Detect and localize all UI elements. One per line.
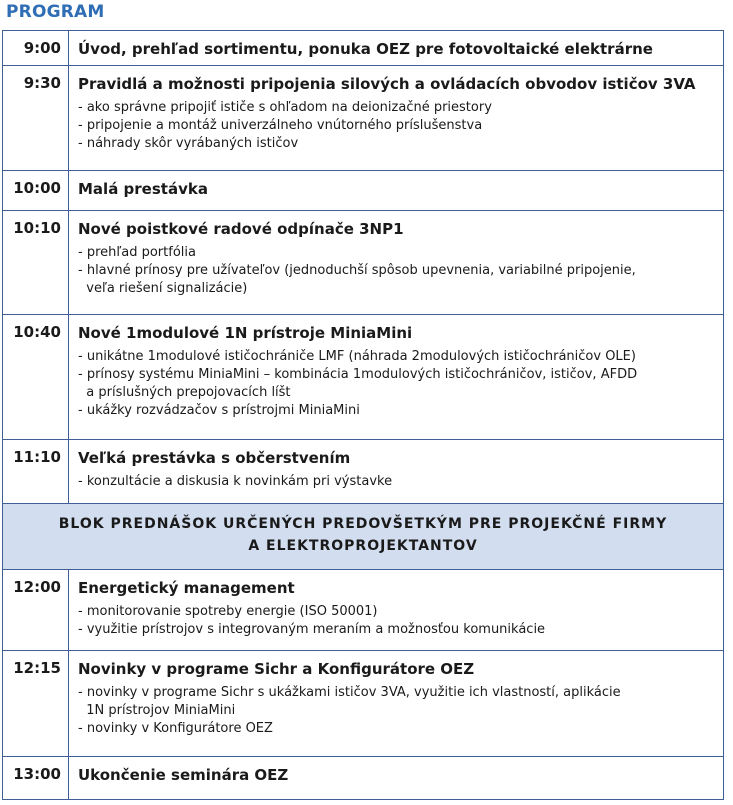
row-detail-item: - ako správne pripojiť ističe s ohľadom na deionizačné priestory xyxy=(78,100,492,115)
agenda-row xyxy=(3,31,723,65)
agenda-row xyxy=(3,650,723,757)
row-time: 10:10 xyxy=(13,219,61,237)
row-detail-item: - monitorovanie spotreby energie (ISO 50001) xyxy=(78,604,378,619)
block-heading-line: BLOK PREDNÁŠOK URČENÝCH PREDOVŠETKÝM PRE PROJEKČNÉ FIRMY xyxy=(58,516,668,532)
row-time: 11:10 xyxy=(13,448,61,466)
row-time: 9:00 xyxy=(23,39,61,57)
row-title: Nové 1modulové 1N prístroje MiniaMini xyxy=(78,324,413,342)
row-detail-item: - prehľad portfólia xyxy=(78,245,196,260)
agenda-row xyxy=(3,210,723,315)
row-time: 10:00 xyxy=(13,179,61,197)
row-detail-item: - unikátne 1modulové ističochrániče LMF (náhrada 2modulových ističochráničov OLE) xyxy=(78,349,636,364)
row-detail-item: - prínosy systému MiniaMini – kombinácia 1modulových ističochráničov, ističov, AFDD xyxy=(78,367,638,382)
row-detail-item: a príslušných prepojovacích líšt xyxy=(78,385,291,400)
row-detail-item: 1N prístrojov MiniaMini xyxy=(78,703,236,718)
agenda-row xyxy=(3,314,723,440)
row-detail-item: - novinky v Konfigurátore OEZ xyxy=(78,721,273,736)
row-title: Veľká prestávka s občerstvením xyxy=(78,449,351,467)
row-detail-item: - novinky v programe Sichr s ukážkami ističov 3VA, využitie ich vlastností, aplikácie xyxy=(78,685,621,700)
row-detail-item: - využitie prístrojov s integrovaným meraním a možnosťou komunikácie xyxy=(78,622,546,637)
program-table xyxy=(2,30,724,800)
agenda-row xyxy=(3,65,723,171)
agenda-row xyxy=(3,170,723,211)
row-detail-item: - pripojenie a montáž univerzálneho vnútorného príslušenstva xyxy=(78,118,483,133)
column-divider xyxy=(68,570,69,651)
section-block-header xyxy=(3,503,723,569)
row-time: 12:00 xyxy=(13,578,61,596)
row-time: 13:00 xyxy=(13,765,61,783)
program-heading: PROGRAM xyxy=(6,2,105,22)
agenda-row xyxy=(3,569,723,651)
column-divider xyxy=(68,211,69,315)
column-divider xyxy=(68,66,69,171)
agenda-row xyxy=(3,756,723,800)
column-divider xyxy=(68,757,69,800)
row-title: Novinky v programe Sichr a Konfigurátore OEZ xyxy=(78,660,475,678)
column-divider xyxy=(68,31,69,65)
row-time: 12:15 xyxy=(13,659,61,677)
row-detail-item: veľa riešení signalizácie) xyxy=(78,281,248,296)
row-detail-item: - hlavné prínosy pre užívateľov (jednoduchší spôsob upevnenia, variabilné pripojenie, xyxy=(78,263,636,278)
column-divider xyxy=(68,651,69,757)
block-heading-line: A ELEKTROPROJEKTANTOV xyxy=(248,538,478,554)
column-divider xyxy=(68,171,69,211)
row-title: Úvod, prehľad sortimentu, ponuka OEZ pre fotovoltaické elektrárne xyxy=(78,40,653,58)
row-detail-item: - náhrady skôr vyrábaných ističov xyxy=(78,136,299,151)
column-divider xyxy=(68,440,69,504)
row-title: Ukončenie seminára OEZ xyxy=(78,766,289,784)
row-time: 10:40 xyxy=(13,323,61,341)
agenda-row xyxy=(3,439,723,504)
row-detail-item: - ukážky rozvádzačov s prístrojmi MiniaMini xyxy=(78,403,360,418)
row-title: Energetický management xyxy=(78,579,295,597)
row-title: Nové poistkové radové odpínače 3NP1 xyxy=(78,220,404,238)
column-divider xyxy=(68,315,69,440)
row-time: 9:30 xyxy=(23,74,61,92)
row-title: Pravidlá a možnosti pripojenia silových a ovládacích obvodov ističov 3VA xyxy=(78,75,696,93)
row-title: Malá prestávka xyxy=(78,180,208,198)
row-detail-item: - konzultácie a diskusia k novinkám pri výstavke xyxy=(78,474,393,489)
